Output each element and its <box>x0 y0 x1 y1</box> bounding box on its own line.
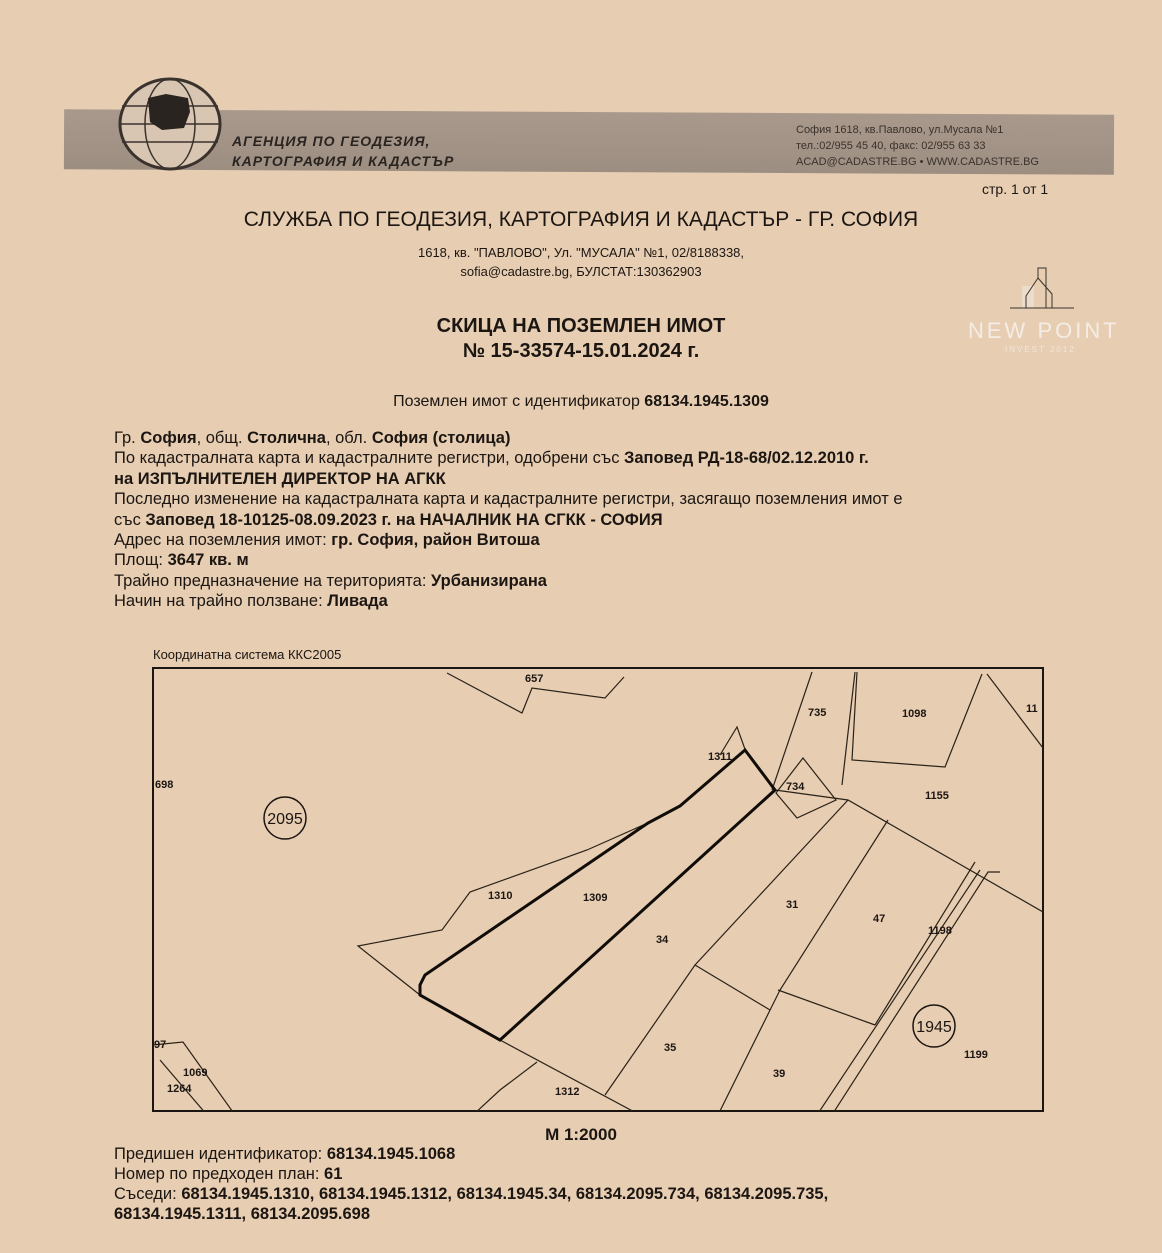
municipality: Столична <box>247 429 326 447</box>
parcel-label: 698 <box>155 779 174 791</box>
purpose-label: Трайно предназначение на територията: <box>114 571 427 590</box>
office-address-line1: 1618, кв. "ПАВЛОВО", Ул. "МУСАЛА" №1, 02/8188338, <box>417 245 745 260</box>
footer-info <box>114 1144 828 1224</box>
contact-phone: тел.:02/955 45 40, факс: 02/955 63 33 <box>796 140 986 152</box>
parcel-label: 35 <box>664 1042 677 1054</box>
parcel-label: 1155 <box>925 790 949 802</box>
parcel-label: 39 <box>773 1068 786 1080</box>
agency-name-line2: КАРТОГРАФИЯ И КАДАСТЪР <box>232 153 455 169</box>
contact-address: София 1618, кв.Павлово, ул.Мусала №1 <box>796 124 1004 136</box>
usage-label: Начин на трайно ползване: <box>114 592 323 611</box>
region-label: , обл. <box>325 429 368 447</box>
contact-web: ACAD@CADASTRE.BG • WWW.CADASTRE.BG <box>796 156 1039 168</box>
address: гр. София, район Витоша <box>331 531 540 550</box>
parcel-1310-boundary <box>358 822 650 995</box>
parcel-label: 1311 <box>708 751 732 763</box>
last-change: Заповед 18-10125-08.09.2023 г. на НАЧАЛНИК НА СГКК - СОФИЯ <box>145 510 663 529</box>
parcel-label: 1098 <box>902 708 927 720</box>
municipality-label: , общ. <box>196 429 243 447</box>
parcel-label: 657 <box>525 673 544 685</box>
road-line <box>815 870 980 1118</box>
region: София (столица) <box>371 429 511 447</box>
parcel-label: 11 <box>1026 703 1038 715</box>
identifier-label: Поземлен имот с идентификатор <box>393 393 640 410</box>
parcel-34-31-boundary <box>605 800 848 1095</box>
map-label: По кадастралната карта и кадастралните регистри, одобрени със <box>114 449 620 468</box>
parcel-label: 1199 <box>964 1049 988 1061</box>
previous-identifier-label: Предишен идентификатор: <box>114 1145 323 1163</box>
parcel-47-boundary <box>875 862 975 1025</box>
parcel-1312-boundary <box>500 1040 640 1115</box>
identifier-value: 68134.1945.1309 <box>644 393 769 410</box>
watermark-name: NEW POINT <box>968 318 1120 343</box>
agency-name-line1: АГЕНЦИЯ ПО ГЕОДЕЗИЯ, <box>232 133 431 149</box>
parcel-label: 735 <box>808 707 827 719</box>
usage: Ливада <box>327 592 388 611</box>
parcel-31-47-boundary <box>718 820 888 1115</box>
city-label: Гр. <box>114 429 136 447</box>
page-number: стр. 1 от 1 <box>982 181 1049 197</box>
last-change-prefix: със <box>114 510 141 529</box>
parcel-label: 1309 <box>583 892 608 904</box>
map-order: Заповед РД-18-68/02.12.2010 г. <box>624 449 869 468</box>
office-address-line2: sofia@cadastre.bg, БУЛСТАТ:130362903 <box>460 264 702 279</box>
parcel-label: 1069 <box>183 1067 208 1079</box>
last-change-label: Последно изменение на кадастралната карта и кадастралните регистри, засягащо поземления имот е <box>114 490 903 509</box>
parcel-label: 31 <box>786 899 799 911</box>
parcel-label: 34 <box>656 934 669 946</box>
parcel-label: 47 <box>873 913 886 925</box>
area: 3647 кв. м <box>167 551 249 570</box>
coordinate-system: Координатна система ККС2005 <box>153 647 342 662</box>
watermark-sub: INVEST 2012 <box>1005 345 1076 354</box>
region-1945-label: 1945 <box>916 1019 952 1036</box>
parcel-label: 1310 <box>488 890 513 902</box>
map-scale: М 1:2000 <box>545 1125 617 1144</box>
neighbors-line1: 68134.1945.1310, 68134.1945.1312, 68134.1945.34, 68134.2095.734, 68134.2095.735, <box>181 1185 829 1203</box>
purpose: Урбанизирана <box>431 571 547 590</box>
map-frame <box>153 668 1043 1111</box>
map-order-by: на ИЗПЪЛНИТЕЛЕН ДИРЕКТОР НА АГКК <box>114 469 446 488</box>
document-title-text: СКИЦА НА ПОЗЕМЛЕН ИМОТ <box>436 315 726 337</box>
parcel-label: 97 <box>154 1039 167 1051</box>
area-label: Площ: <box>114 551 164 570</box>
city: София <box>140 429 197 447</box>
parcel-label: 734 <box>786 781 805 793</box>
address-label: Адрес на поземления имот: <box>114 531 327 550</box>
neighbors-label: Съседи: <box>114 1185 177 1203</box>
region-2095-label: 2095 <box>267 811 303 828</box>
previous-plan-label: Номер по предходен план: <box>114 1165 320 1183</box>
parcel-label: 1312 <box>555 1086 580 1098</box>
previous-identifier: 68134.1945.1068 <box>326 1145 456 1163</box>
office-name: СЛУЖБА ПО ГЕОДЕЗИЯ, КАРТОГРАФИЯ И КАДАСТЪР - ГР. СОФИЯ <box>243 208 919 231</box>
previous-plan-number: 61 <box>324 1165 343 1183</box>
parcel-label: 1198 <box>928 925 952 937</box>
parcel-1155-boundary <box>775 790 1043 912</box>
parcel-734-boundary <box>776 758 836 818</box>
document-number: № 15-33574-15.01.2024 г. <box>462 340 700 362</box>
neighbors-line2: 68134.1945.1311, 68134.2095.698 <box>114 1205 371 1223</box>
parcel-label: 1264 <box>167 1083 192 1095</box>
